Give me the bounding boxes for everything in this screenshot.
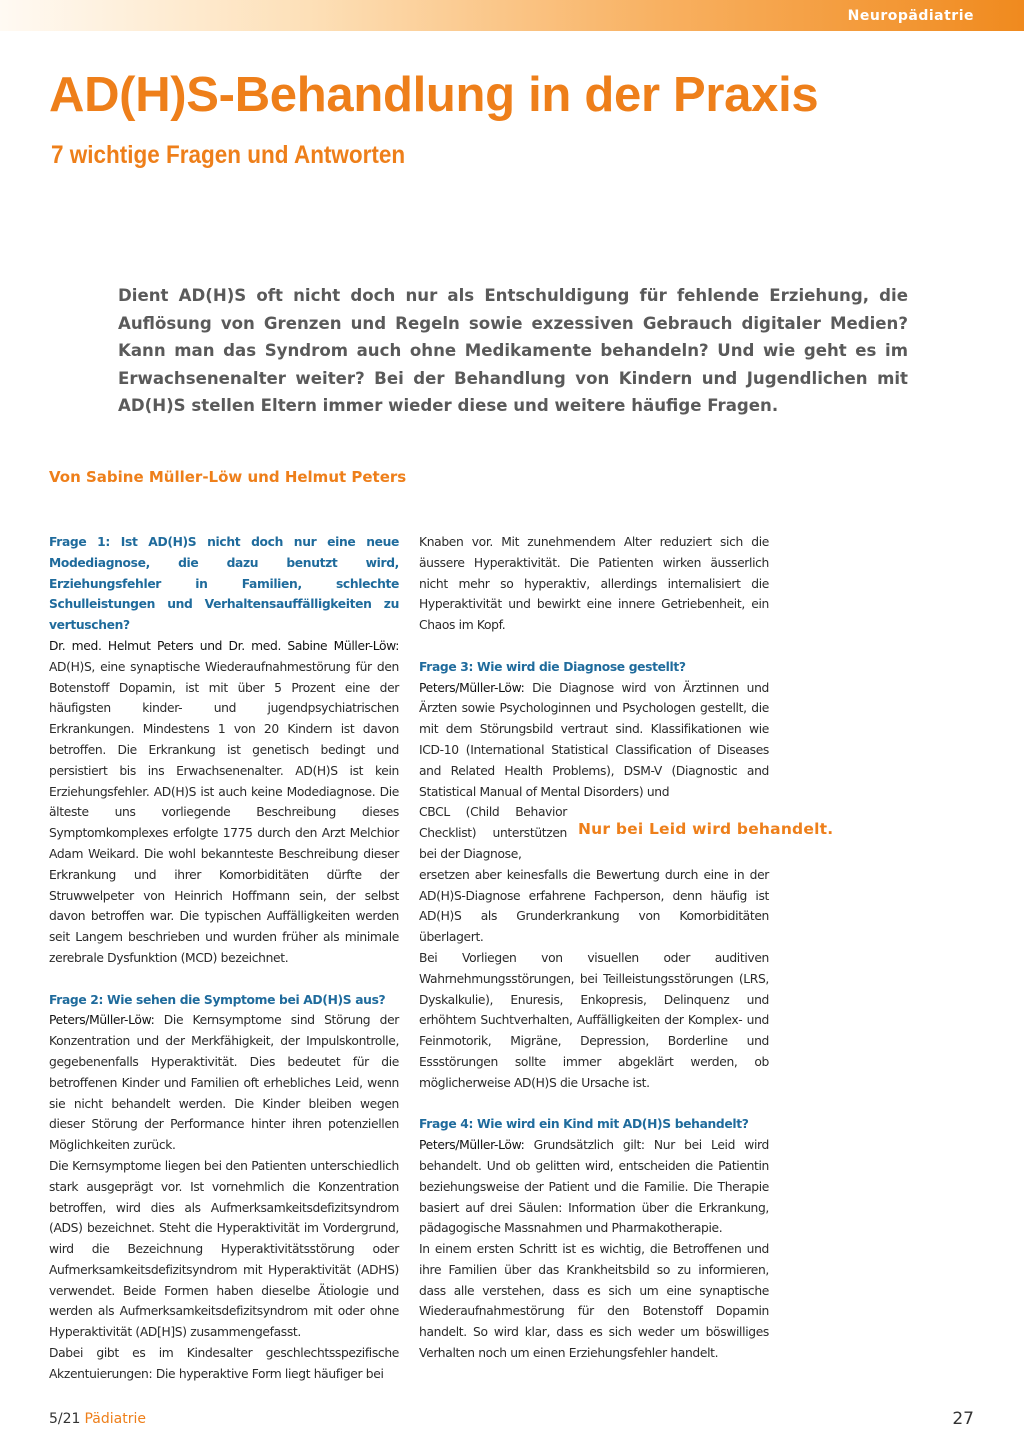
pull-quote: Nur bei Leid wird behandelt. (578, 820, 834, 838)
speaker-label: Dr. med. Helmut Peters und Dr. med. Sabine Müller-Löw: (49, 638, 399, 653)
answer-3-paragraph-2: Bei Vorliegen von visuellen oder auditiven Wahrnehmungsstörungen, bei Teilleistungsstörungen (LRS, Dyskalkulie), Enuresis, Enkopresis, Delinquenz und erhöhtem Suchtverhalten, Auffälligkeiten der Komplex- und Feinmotorik, Migräne, Depression, Borderline und Essstörungen sollte immer abgeklärt werden, ob möglicherweise AD(H)S die Ursache ist. (419, 950, 769, 1090)
speaker-label: Peters/Müller-Löw: (419, 680, 525, 695)
answer-3 (419, 678, 769, 803)
section-label: Neuropädiatrie (847, 8, 974, 24)
question-1-heading: Frage 1: Ist AD(H)S nicht doch nur eine neue Modediagnose, die dazu benutzt wird, Erziehungsfehler in Familien, schlechte Schulleistungen und Verhaltensauffälligkeiten zu vertuschen? (49, 535, 399, 633)
author-line: Von Sabine Müller-Löw und Helmut Peters (49, 468, 407, 486)
article-title: AD(H)S-Behandlung in der Praxis (49, 68, 819, 122)
answer-1 (49, 636, 399, 969)
continued-paragraph: Knaben vor. Mit zunehmendem Alter reduziert sich die äussere Hyperaktivität. Die Patienten wirken äusserlich nicht mehr so hyperaktiv, allerdings internalisiert die Hyperaktivität und bewirkt eine innere Getriebenheit, ein Chaos im Kopf. (419, 535, 769, 633)
speaker-label: Peters/Müller-Löw: (419, 1138, 525, 1153)
speaker-label: Peters/Müller-Löw: (49, 1013, 155, 1028)
footer-issue (49, 1411, 146, 1427)
answer-2 (49, 1010, 399, 1156)
answer-4-paragraph-2: In einem ersten Schritt ist es wichtig, die Betroffenen und ihre Familien über das Krankheitsbild so zu informieren, dass alle verstehen, dass es sich um eine synaptische Wiederaufnahmestörung für den Botenstoff Dopamin handelt. So wird klar, dass es sich weder um böswilliges Verhalten noch um einen Erziehungsfehler handelt. (419, 1242, 769, 1361)
question-2-heading: Frage 2: Wie sehen die Symptome bei AD(H)S aus? (49, 992, 386, 1007)
answer-text: AD(H)S, eine synaptische Wiederaufnahmestörung für den Botenstoff Dopamin, ist mit über 5 Prozent eine der häufigsten kinder- und jugendpsychiatrischen Erkrankungen. Mindestens 1 von 20 Kindern ist davon betroffen. Die Erkrankung ist genetisch bedingt und persistiert bis ins Erwachsenenalter. AD(H)S ist kein Erziehungsfehler. AD(H)S ist auch keine Modediagnose. Die älteste uns vorliegende Beschreibung dieses Symptomkomplexes erfolgte 1775 durch den Arzt Melchior Adam Weikard. Die wohl bekannteste Beschreibung dieser Erkrankung und ihrer Komorbiditäten dürfte der Struwwelpeter von Heinrich Hoffmann sein, der selbst davon betroffen war. Die typischen Auffälligkeiten werden seit Langem beschrieben und wurden früher als minimale zerebrale Dysfunktion (MCD) bezeichnet. (49, 659, 399, 965)
text-column-right (419, 532, 769, 1364)
answer-text: Die Kernsymptome sind Störung der Konzentration und der Merkfähigkeit, der Impulskontrolle, gegebenenfalls Hyperaktivität. Dies bedeutet für die betroffenen Kinder und Familien oft erhebliches Leid, wenn sie nicht behandelt werden. Die Kinder bleiben wegen dieser Störung der Performance hinter ihren potenziellen Möglichkeiten zurück. (49, 1013, 399, 1153)
question-4-heading: Frage 4: Wie wird ein Kind mit AD(H)S behandelt? (419, 1117, 749, 1132)
question-3-heading: Frage 3: Wie wird die Diagnose gestellt? (419, 659, 686, 674)
magazine-name: Pädiatrie (84, 1411, 146, 1427)
answer-4 (419, 1135, 769, 1239)
answer-text: Grundsätzlich gilt: Nur bei Leid wird behandelt. Und ob gelitten wird, entscheiden die Patientin beziehungsweise der Patient und die Familie. Die Therapie basiert auf drei Säulen: Information über die Erkrankung, pädagogische Massnahmen und Pharmakotherapie. (419, 1138, 769, 1236)
answer-3-cbcl: CBCL (Child Behavior Checklist) unterstützen bei der Diagnose, (419, 805, 567, 861)
lead-paragraph: Dient AD(H)S oft nicht doch nur als Entschuldigung für fehlende Erziehung, die Auflösung von Grenzen und Regeln sowie exzessiven Gebrauch digitaler Medien? Kann man das Syndrom auch ohne Medikamente behandeln? Und wie geht es im Erwachsenenalter weiter? Bei der Behandlung von Kindern und Jugendlichen mit AD(H)S stellen Eltern immer wieder diese und weitere häufige Fragen. (118, 286, 908, 416)
text-column-left (49, 532, 399, 1385)
article-subtitle: 7 wichtige Fragen und Antworten (51, 141, 406, 169)
answer-2-paragraph-2: Die Kernsymptome liegen bei den Patienten unterschiedlich stark ausgeprägt vor. Ist vornehmlich die Konzentration betroffen, wird dies als Aufmerksamkeitsdefizitsyndrom (ADS) bezeichnet. Steht die Hyperaktivität im Vordergrund, wird die Bezeichnung Hyperaktivitätsstörung oder Aufmerksamkeitsdefizitsyndrom mit Hyperaktivität (ADHS) verwendet. Beide Formen haben dieselbe Ätiologie und werden als Aufmerksamkeitsdefizitsyndrom mit oder ohne Hyperaktivität (AD[H]S) zusammengefasst. (49, 1158, 399, 1340)
page-number: 27 (952, 1409, 974, 1429)
issue-number: 5/21 (49, 1411, 81, 1427)
answer-2-paragraph-3: Dabei gibt es im Kindesalter geschlechtsspezifische Akzentuierungen: Die hyperaktive Form liegt häufiger bei (49, 1346, 399, 1381)
answer-3-continued: ersetzen aber keinesfalls die Bewertung durch eine in der AD(H)S-Diagnose erfahrene Fachperson, denn häufig ist AD(H)S als Grunderkrankung von Komorbiditäten überlagert. (419, 867, 769, 945)
answer-text: Die Diagnose wird von Ärztinnen und Ärzten sowie Psychologinnen und Psychologen gestellt, die mit dem Störungsbild vertraut sind. Klassifikationen wie ICD-10 (International Statistical Classification of Diseases and Related Health Problems), DSM-V (Diagnostic and Statistical Manual of Mental Disorders) und (419, 680, 769, 799)
